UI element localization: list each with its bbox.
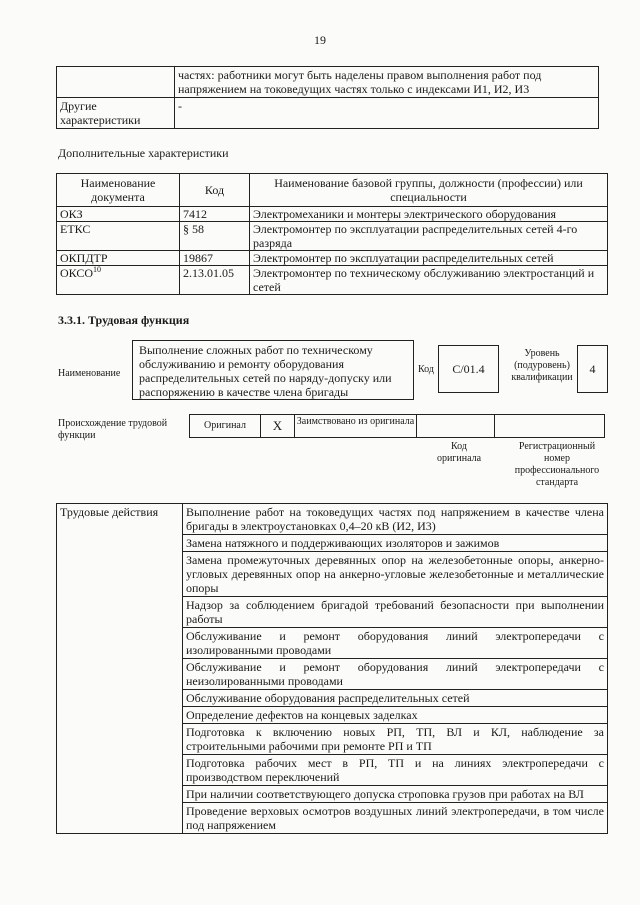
doc-cell: ОКПДТР xyxy=(57,251,180,266)
labor-action-item: Подготовка рабочих мест в РП, ТП и на линиях электропередачи с производством переключений xyxy=(183,755,608,786)
name-cell: Электромеханики и монтеры электрического оборудования xyxy=(250,207,608,222)
table-row xyxy=(57,266,608,295)
original-mark-cell: X xyxy=(261,414,295,438)
name-cell: Электромонтер по эксплуатации распределительных сетей xyxy=(250,251,608,266)
labor-action-item: Замена натяжного и поддерживающих изоляторов и зажимов xyxy=(183,535,608,552)
col-header-code: Код xyxy=(180,174,250,207)
labor-actions-label: Трудовые действия xyxy=(57,504,183,834)
col-header-document: Наименование документа xyxy=(57,174,180,207)
borrowed-cell: Заимствовано из оригинала xyxy=(295,414,417,438)
row-label xyxy=(57,67,175,98)
table-row xyxy=(57,251,608,266)
section-heading: 3.3.1. Трудовая функция xyxy=(58,313,190,327)
footnote-ref: 10 xyxy=(93,265,102,274)
code-cell: § 58 xyxy=(180,222,250,251)
labor-action-item: Подготовка к включению новых РП, ТП, ВЛ и КЛ, наблюдение за строительными рабочими при ремонте РП и ТП xyxy=(183,724,608,755)
page-number: 19 xyxy=(314,33,326,47)
qualification-level-box: 4 xyxy=(577,345,608,393)
doc-cell: ОКЗ xyxy=(57,207,180,222)
table-row xyxy=(57,504,608,535)
labor-action-item: При наличии соответствующего допуска строповка грузов при работах на ВЛ xyxy=(183,786,608,803)
labor-action-item: Обслуживание и ремонт оборудования линий электропередачи с неизолированными проводами xyxy=(183,659,608,690)
labor-action-item: Выполнение работ на токоведущих частях под напряжением в качестве члена бригады в электроустановках 0,4–20 кВ (И2, И3) xyxy=(183,504,608,535)
row-label: Другие характеристики xyxy=(57,98,175,129)
origin-row xyxy=(189,414,605,438)
code-cell: 19867 xyxy=(180,251,250,266)
original-cell: Оригинал xyxy=(189,414,261,438)
row-value: - xyxy=(175,98,599,129)
doc-cell xyxy=(57,266,180,295)
function-code-box: С/01.4 xyxy=(438,345,499,393)
code-original-label: Код оригинала xyxy=(436,441,482,464)
table-row xyxy=(57,207,608,222)
labor-actions-table xyxy=(56,503,608,834)
labor-action-item: Замена промежуточных деревянных опор на железобетонные опоры, анкерно-угловых деревянных опор на анкерно-угловые железобетонные и металлические опоры xyxy=(183,552,608,597)
labor-action-item: Проведение верховых осмотров воздушных линий электропередачи, в том числе под напряжением xyxy=(183,803,608,834)
registration-number-cell xyxy=(495,414,605,438)
col-header-name: Наименование базовой группы, должности (профессии) или специальности xyxy=(250,174,608,207)
table-row xyxy=(57,98,599,129)
code-cell: 2.13.01.05 xyxy=(180,266,250,295)
table-row xyxy=(57,67,599,98)
origin-label: Происхождение трудовой функции xyxy=(58,418,168,441)
table-header-row xyxy=(57,174,608,207)
labor-action-item: Обслуживание оборудования распределительных сетей xyxy=(183,690,608,707)
name-label: Наименование xyxy=(58,368,121,379)
doc-text: ОКСО xyxy=(60,266,94,280)
code-original-cell xyxy=(417,414,495,438)
code-cell: 7412 xyxy=(180,207,250,222)
labor-action-item: Определение дефектов на концевых заделках xyxy=(183,707,608,724)
qualification-level-label: Уровень (подуровень) квалификации xyxy=(511,348,573,383)
top-table xyxy=(56,66,599,129)
extra-characteristics-title: Дополнительные характеристики xyxy=(58,146,229,160)
function-name-box: Выполнение сложных работ по техническому обслуживанию и ремонту оборудования распределительных сетей по наряду-допуску или распоряжению в качестве члена бригады xyxy=(132,340,414,400)
table-row xyxy=(57,222,608,251)
code-label: Код xyxy=(418,364,434,375)
extra-characteristics-table xyxy=(56,173,608,295)
name-cell: Электромонтер по техническому обслуживанию электростанций и сетей xyxy=(250,266,608,295)
name-cell: Электромонтер по эксплуатации распределительных сетей 4-го разряда xyxy=(250,222,608,251)
row-value: частях: работники могут быть наделены правом выполнения работ под напряжением на токоведущих частях только с индексами И1, И2, И3 xyxy=(175,67,599,98)
labor-action-item: Надзор за соблюдением бригадой требований безопасности при выполнении работы xyxy=(183,597,608,628)
labor-action-item: Обслуживание и ремонт оборудования линий электропередачи с изолированными проводами xyxy=(183,628,608,659)
registration-number-label: Регистрационный номер профессионального стандарта xyxy=(514,441,600,488)
doc-cell: ЕТКС xyxy=(57,222,180,251)
